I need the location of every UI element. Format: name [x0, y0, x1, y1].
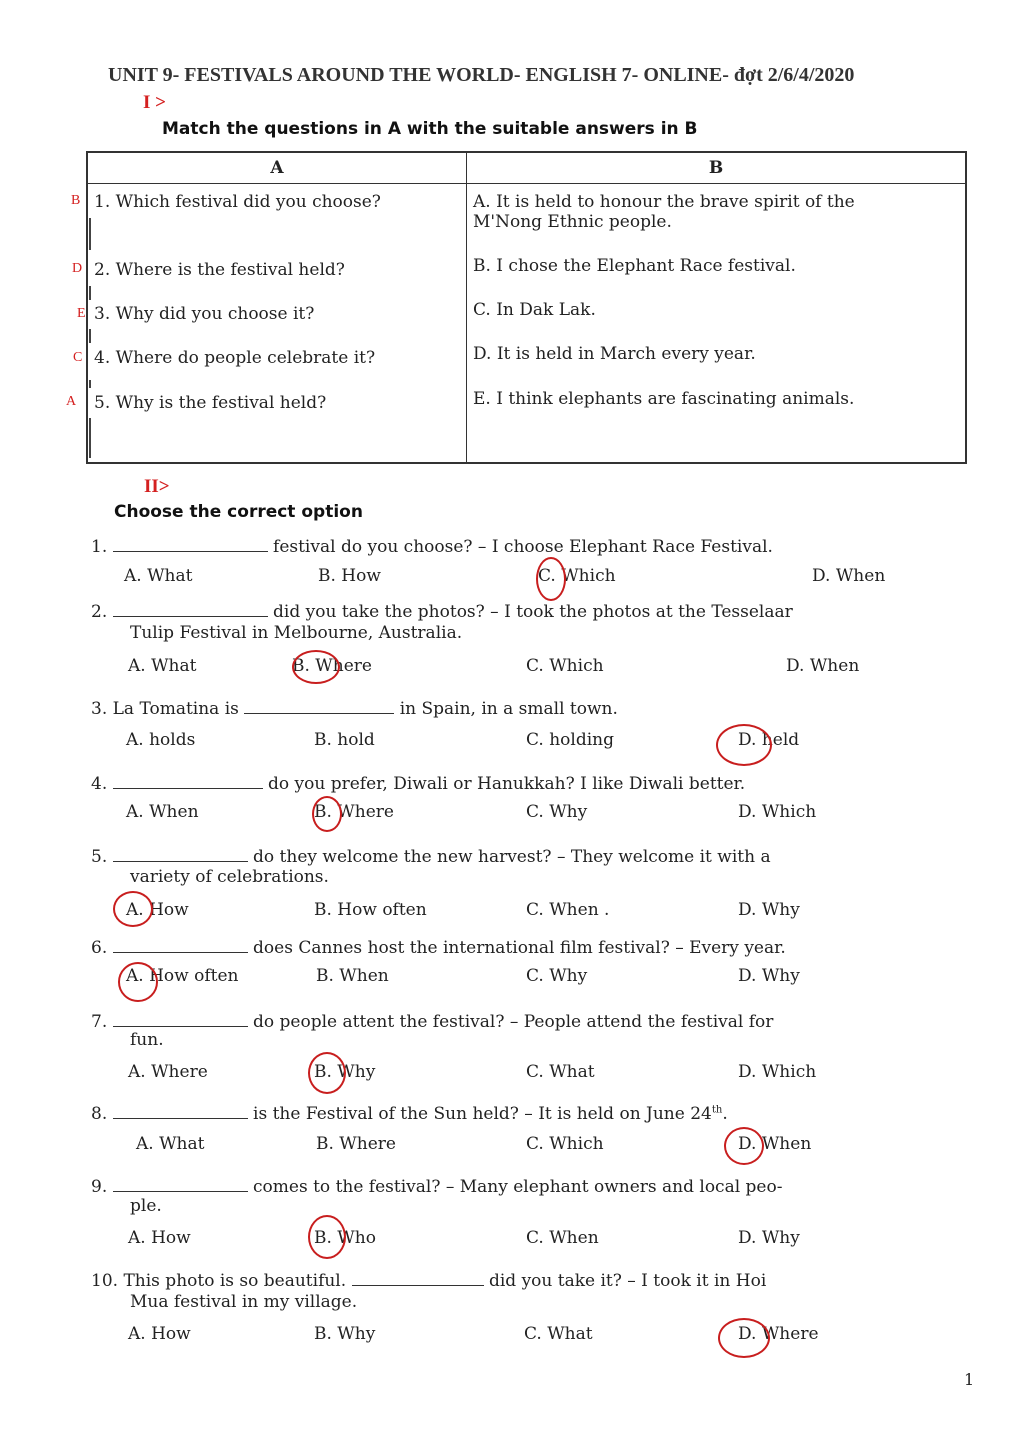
answer-blank	[113, 844, 248, 862]
answer-blank	[113, 599, 268, 617]
question-number: 5.	[91, 847, 113, 867]
matching-table	[86, 151, 967, 464]
question-text: .	[722, 1104, 728, 1124]
selected-answer-circle	[716, 724, 772, 766]
option-d[interactable]: D. Which	[738, 1062, 817, 1082]
question-2	[91, 599, 793, 622]
selected-answer-circle	[118, 962, 158, 1002]
column-a-cell	[87, 184, 467, 464]
option-c[interactable]: C. When .	[526, 900, 610, 920]
section-2-label: II>	[144, 476, 170, 497]
question-text: do they welcome the new harvest? – They welcome it with a	[247, 847, 771, 867]
page-number: 1	[964, 1370, 975, 1389]
option-b[interactable]: B. Where	[292, 656, 372, 676]
handwritten-stroke	[89, 329, 91, 343]
match-question-5: 5. Why is the festival held?	[94, 393, 327, 413]
question-text: is the Festival of the Sun held? – It is held on June 24	[247, 1104, 712, 1124]
option-d[interactable]: D. When	[786, 656, 860, 676]
selected-answer-circle	[718, 1318, 770, 1358]
selected-answer-circle	[113, 891, 153, 927]
match-question-4: 4. Where do people celebrate it?	[94, 348, 376, 368]
option-c[interactable]: C. Which	[538, 566, 616, 586]
match-question-1: 1. Which festival did you choose?	[94, 192, 381, 212]
option-b[interactable]: B. Why	[314, 1062, 376, 1082]
option-d[interactable]: D. held	[738, 730, 800, 750]
question-2-continued: Tulip Festival in Melbourne, Australia.	[130, 623, 463, 643]
option-a[interactable]: A. How often	[126, 966, 239, 986]
option-d[interactable]: D. Why	[738, 966, 800, 986]
handwritten-answer-2: D	[72, 261, 83, 276]
question-text: did you take it? – I took it in Hoi	[483, 1271, 767, 1291]
section-1-label: I >	[143, 92, 166, 113]
option-a[interactable]: A. What	[124, 566, 193, 586]
option-b[interactable]: B. Who	[314, 1228, 376, 1248]
option-a[interactable]: A. What	[136, 1134, 205, 1154]
handwritten-stroke	[89, 218, 91, 250]
match-answer-b: B. I chose the Elephant Race festival.	[473, 256, 796, 276]
question-number: 8.	[91, 1104, 113, 1124]
selected-answer-circle	[536, 557, 566, 601]
question-5-continued: variety of celebrations.	[130, 867, 329, 887]
option-b[interactable]: B. Where	[316, 1134, 396, 1154]
question-text: do you prefer, Diwali or Hanukkah? I like Diwali better.	[262, 774, 746, 794]
question-text: did you take the photos? – I took the photos at the Tesselaar	[267, 602, 793, 622]
selected-answer-circle	[308, 1215, 346, 1259]
question-text: in Spain, in a small town.	[394, 699, 618, 719]
question-4	[91, 771, 745, 794]
option-a[interactable]: A. How	[128, 1228, 191, 1248]
option-a[interactable]: A. When	[126, 802, 199, 822]
option-a[interactable]: A. Where	[128, 1062, 208, 1082]
question-7	[91, 1009, 773, 1032]
option-b[interactable]: B. hold	[314, 730, 375, 750]
superscript: th	[711, 1104, 723, 1116]
answer-blank	[113, 771, 263, 789]
question-9	[91, 1174, 782, 1197]
selected-answer-circle	[308, 1052, 346, 1094]
option-c[interactable]: C. When	[526, 1228, 599, 1248]
question-text: This photo is so beautiful.	[123, 1271, 352, 1291]
question-10-continued: Mua festival in my village.	[130, 1292, 358, 1312]
handwritten-stroke	[89, 380, 91, 388]
option-d[interactable]: D. Which	[738, 802, 817, 822]
question-1	[91, 534, 773, 557]
question-number: 9.	[91, 1177, 113, 1197]
match-answer-a-cont: M'Nong Ethnic people.	[473, 212, 672, 232]
match-answer-e: E. I think elephants are fascinating animals.	[473, 389, 855, 409]
selected-answer-circle	[292, 650, 340, 684]
question-number: 1.	[91, 537, 113, 557]
option-d[interactable]: D. When	[812, 566, 886, 586]
question-text: does Cannes host the international film festival? – Every year.	[247, 938, 786, 958]
handwritten-answer-3: E	[77, 306, 86, 321]
handwritten-answer-4: C	[73, 350, 83, 365]
option-d[interactable]: D. Why	[738, 900, 800, 920]
question-text: festival do you choose? – I choose Elephant Race Festival.	[267, 537, 773, 557]
question-text: La Tomatina is	[112, 699, 245, 719]
question-8	[91, 1101, 728, 1124]
selected-answer-circle	[724, 1127, 764, 1165]
option-a[interactable]: A. How	[128, 1324, 191, 1344]
question-number: 7.	[91, 1012, 113, 1032]
answer-blank	[113, 1009, 248, 1027]
option-c[interactable]: C. Why	[526, 966, 588, 986]
option-c[interactable]: C. What	[524, 1324, 593, 1344]
answer-blank	[352, 1268, 484, 1286]
question-number: 6.	[91, 938, 113, 958]
selected-answer-circle	[312, 796, 342, 832]
match-answer-d: D. It is held in March every year.	[473, 344, 756, 364]
answer-blank	[113, 935, 248, 953]
question-text: comes to the festival? – Many elephant owners and local peo-	[247, 1177, 783, 1197]
match-answer-c: C. In Dak Lak.	[473, 300, 596, 320]
option-c[interactable]: C. What	[526, 1062, 595, 1082]
handwritten-answer-1: B	[71, 193, 81, 208]
answer-blank	[244, 696, 394, 714]
column-b-header: B	[467, 152, 967, 184]
answer-blank	[113, 1101, 248, 1119]
page-title: UNIT 9- FESTIVALS AROUND THE WORLD- ENGLISH 7- ONLINE- đợt 2/6/4/2020	[108, 64, 855, 86]
question-text: do people attent the festival? – People attend the festival for	[247, 1012, 774, 1032]
option-b[interactable]: B. When	[316, 966, 389, 986]
option-c[interactable]: C. Which	[526, 656, 604, 676]
question-number: 4.	[91, 774, 113, 794]
handwritten-stroke	[89, 286, 91, 300]
question-9-continued: ple.	[130, 1196, 162, 1216]
option-a[interactable]: A. holds	[126, 730, 196, 750]
column-a-header: A	[87, 152, 467, 184]
question-10	[91, 1268, 766, 1291]
match-answer-a: A. It is held to honour the brave spirit of the	[473, 192, 855, 212]
question-number: 10.	[91, 1271, 124, 1291]
option-d[interactable]: D. When	[738, 1134, 812, 1154]
option-b[interactable]: B. How often	[314, 900, 427, 920]
option-b[interactable]: B. How	[318, 566, 381, 586]
section-2-instruction: Choose the correct option	[114, 502, 363, 522]
question-5	[91, 844, 771, 867]
option-d[interactable]: D. Why	[738, 1228, 800, 1248]
option-a[interactable]: A. What	[128, 656, 197, 676]
answer-blank	[113, 534, 268, 552]
question-3	[91, 696, 618, 719]
question-number: 3.	[91, 699, 113, 719]
option-c[interactable]: C. holding	[526, 730, 614, 750]
match-question-3: 3. Why did you choose it?	[94, 304, 315, 324]
option-b[interactable]: B. Where	[314, 802, 394, 822]
option-c[interactable]: C. Why	[526, 802, 588, 822]
answer-blank	[113, 1174, 248, 1192]
section-1-instruction: Match the questions in A with the suitable answers in B	[162, 119, 698, 139]
option-c[interactable]: C. Which	[526, 1134, 604, 1154]
match-question-2: 2. Where is the festival held?	[94, 260, 345, 280]
column-b-cell	[467, 184, 967, 464]
handwritten-answer-5: A	[66, 394, 77, 409]
handwritten-stroke	[89, 418, 91, 458]
question-6	[91, 935, 786, 958]
question-number: 2.	[91, 602, 113, 622]
question-7-continued: fun.	[130, 1030, 164, 1050]
option-b[interactable]: B. Why	[314, 1324, 376, 1344]
option-a[interactable]: A. How	[126, 900, 189, 920]
option-d[interactable]: D. Where	[738, 1324, 819, 1344]
